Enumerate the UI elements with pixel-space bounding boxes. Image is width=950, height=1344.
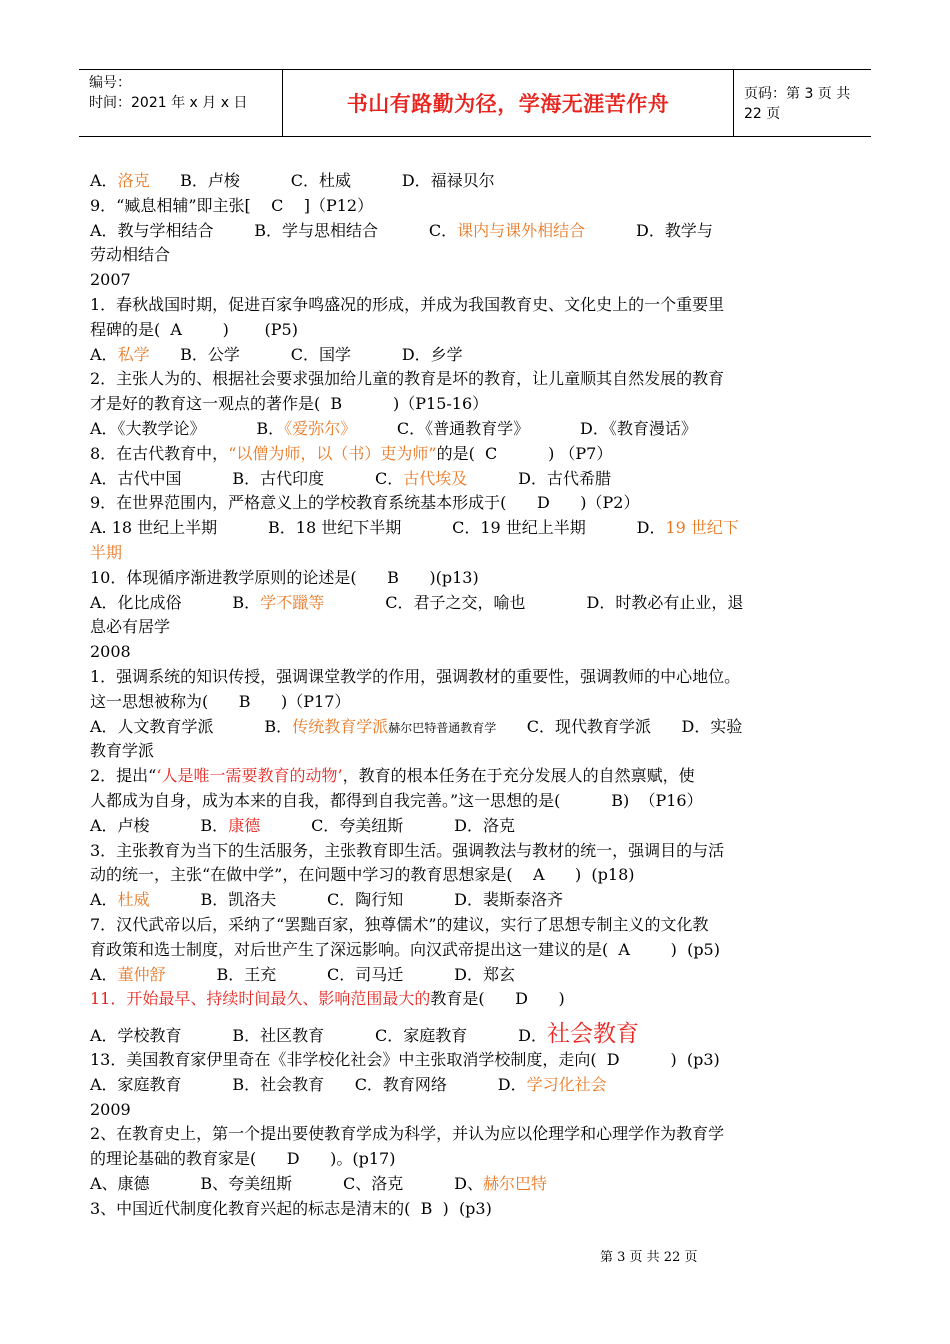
answer-highlight: 传统教育学派 [292, 716, 389, 736]
answer-highlight: “以僧为师，以（书）吏为师” [228, 443, 437, 463]
text-line: A. 18 世纪上半期 B．18 世纪下半期 C．19 世纪上半期 D．19 世纪下 [90, 518, 739, 538]
text-line: 劳动相结合 [90, 245, 171, 265]
answer-highlight: 《爱弥尔》 [284, 418, 357, 438]
answer-highlight: 康德 [228, 815, 261, 835]
text-line: 1．春秋战国时期，促进百家争鸣盛况的形成，并成为我国教育史、文化史上的一个重要里 [90, 294, 725, 314]
note: 赫尔巴特普通教育学 [388, 720, 497, 735]
text-line: A、康德 B、夸美纽斯 C、洛克 D、赫尔巴特 [90, 1174, 547, 1194]
text-line: 教育学派 [90, 741, 155, 761]
text-line: 10．体现循序渐进教学原则的论述是( B )(p13) [90, 567, 479, 587]
answer-highlight: ‘人是唯一需要教育的动物’ [156, 766, 343, 786]
text-line: A．董仲舒 B．王充 C．司马迁 D．郑玄 [90, 964, 515, 984]
answer-highlight: 课内与课外相结合 [457, 220, 586, 240]
date-label: 时间：2021 年 x 月 x 日 [89, 95, 248, 111]
text-line: A．私学 B．公学 C．国学 D．乡学 [90, 344, 463, 364]
text-line: 3．主张教育为当下的生活服务，主张教育即生活。强调教法与教材的统一，强调目的与活 [90, 840, 725, 860]
header-page-info: 页码：第 3 页 共 22 页 [744, 86, 851, 122]
text-line: A．人文教育学派 B．传统教育学派赫尔巴特普通教育学 C．现代教育学派 D．实验 [90, 716, 743, 736]
page-footer: 第 3 页 共 22 页 [600, 1250, 698, 1265]
answer-highlight: 学不躐等 [260, 592, 325, 612]
text-line: A．化比成俗 B．学不躐等 C．君子之交，喻也 D．时教必有止业，退 [90, 592, 744, 612]
text-line: 2、在教育史上，第一个提出要使教育学成为科学，并认为应以伦理学和心理学作为教育学 [90, 1124, 725, 1144]
text-line: A．教与学相结合 B．学与思相结合 C．课内与课外相结合 D．教学与 [90, 220, 713, 240]
text-line: A．古代中国 B．古代印度 C．古代埃及 D．古代希腊 [90, 468, 611, 488]
text-line: 11．开始最早、持续时间最久、影响范围最大的教育是( D ) [90, 989, 565, 1009]
text-line: 7．汉代武帝以后，采纳了“罢黜百家，独尊儒术”的建议，实行了思想专制主义的文化教 [90, 914, 709, 934]
text-line: 3、中国近代制度化教育兴起的标志是清末的( B ) (p3) [90, 1198, 492, 1218]
page-header [79, 69, 871, 137]
text-line: 2．主张人为的、根据社会要求强加给儿童的教育是坏的教育，让儿童顺其自然发展的教育 [90, 369, 725, 389]
text-line: 13．美国教育家伊里奇在《非学校化社会》中主张取消学校制度，走向( D ) (p3) [90, 1050, 720, 1070]
text-line: 的理论基础的教育家是( D )。(p17) [90, 1149, 396, 1169]
answer-highlight: 洛克 [117, 171, 150, 190]
text-line: 9．“臧息相辅”即主张[ C ]（P12） [90, 195, 374, 215]
document-body [90, 169, 852, 1222]
text-line: 半期 [90, 542, 123, 562]
answer-highlight: 社会教育 [546, 1021, 639, 1048]
answer-highlight: 古代埃及 [403, 468, 468, 488]
text-line: 9．在世界范围内，严格意义上的学校教育系统基本形成于( D )（P2） [90, 493, 640, 513]
text-line: 人都成为自身，成为本来的自我，都得到自我完善。”这一思想的是( B) （P16） [90, 790, 703, 810]
answer-highlight: 董仲舒 [117, 964, 166, 984]
answer-highlight: 赫尔巴特 [482, 1174, 547, 1194]
text-line: 2．提出“‘人是唯一需要教育的动物’，教育的根本任务在于充分发展人的自然禀赋，使 [90, 766, 695, 786]
text-line: 8．在古代教育中，“以僧为师，以（书）吏为师”的是( C ) （P7） [90, 443, 613, 463]
text-line: A．学校教育 B．社区教育 C．家庭教育 D．社会教育 [90, 1021, 639, 1048]
header-meta [79, 70, 283, 136]
answer-highlight: 开始最早、持续时间最久、影响范围最大的 [126, 989, 431, 1009]
text-line: A．卢梭 B．康德 C．夸美纽斯 D．洛克 [90, 815, 515, 835]
text-line: 1．强调系统的知识传授，强调课堂教学的作用，强调教材的重要性，强调教师的中心地位。 [90, 666, 741, 686]
text-line: A．家庭教育 B．社会教育 C．教育网络 D．学习化社会 [90, 1074, 607, 1094]
header-motto: 书山有路勤为径，学海无涯苦作舟 [283, 70, 734, 136]
year-heading: 2009 [90, 1099, 131, 1119]
text-line: 这一思想被称为( B )（P17） [90, 691, 351, 711]
text-line: 动的统一，主张“在做中学”，在问题中学习的教育思想家是( A ) (p18) [90, 865, 635, 885]
answer-highlight: 私学 [117, 344, 150, 364]
text-line: 程碑的是( A ) (P5) [90, 319, 298, 339]
answer-highlight: 学习化社会 [526, 1074, 607, 1094]
text-line: 育政策和选士制度，对后世产生了深远影响。向汉武帝提出这一建议的是( A ) (p5) [90, 939, 720, 959]
year-heading: 2008 [90, 642, 131, 662]
text-line: A．杜威 B．凯洛夫 C．陶行知 D．裴斯泰洛齐 [90, 890, 563, 910]
number-label: 编号： [89, 75, 131, 91]
text-line: A．洛克 B．卢梭 C．杜威 D．福禄贝尔 [90, 171, 495, 190]
year-heading: 2007 [90, 270, 131, 290]
text-line: A．《大教学论》 B．《爱弥尔》 C．《普通教育学》 D．《教育漫话》 [90, 418, 697, 438]
text-line: 才是好的教育这一观点的著作是( B )（P15-16） [90, 394, 489, 414]
answer-highlight: 19 世纪下 [665, 518, 739, 538]
answer-highlight: 杜威 [117, 890, 150, 910]
text-line: 息必有居学 [90, 617, 171, 637]
